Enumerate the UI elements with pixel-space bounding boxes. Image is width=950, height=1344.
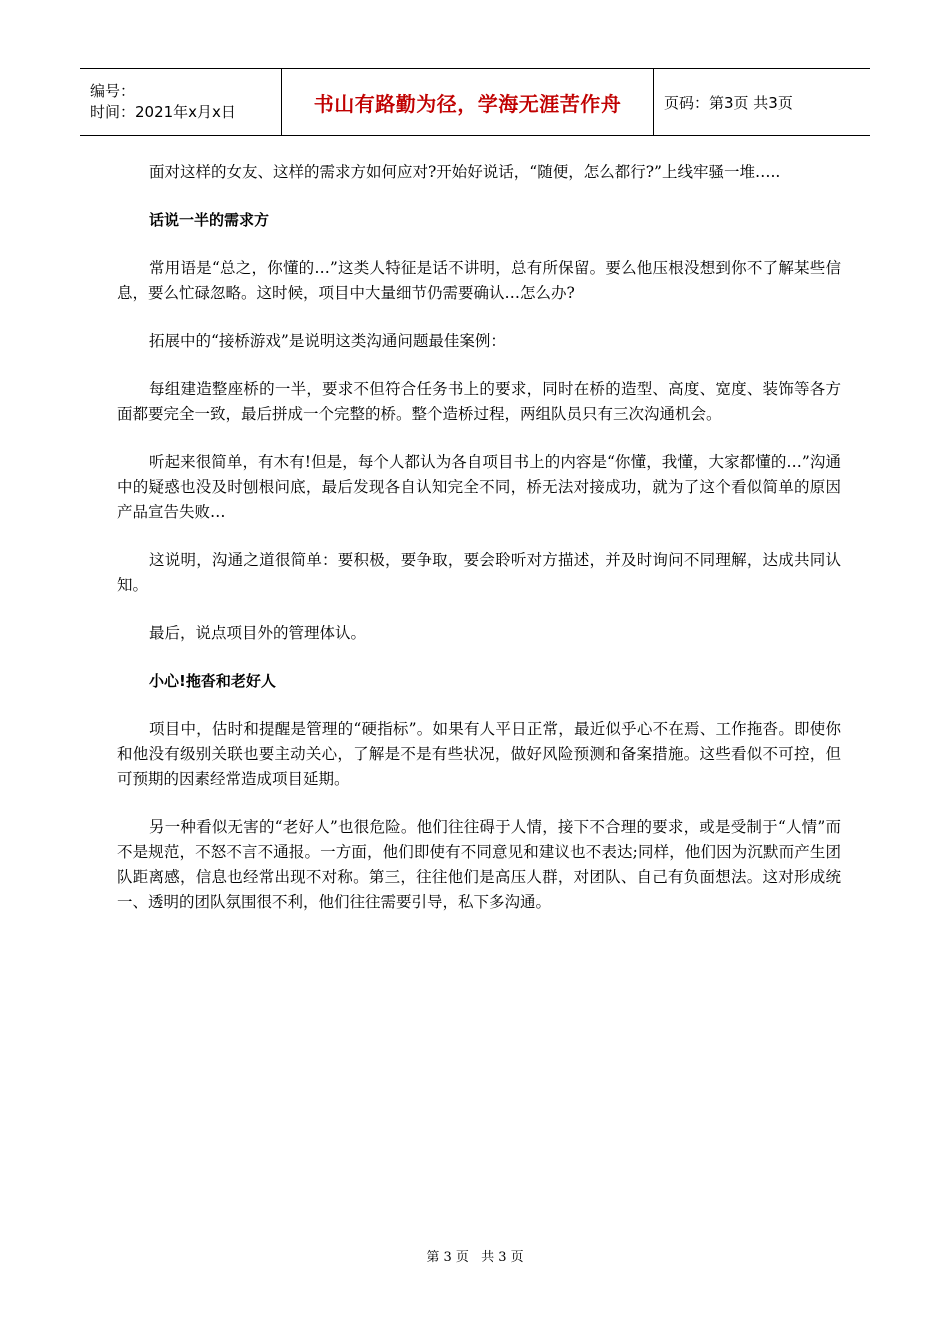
paragraph: 另一种看似无害的“老好人”也很危险。他们往往碍于人情，接下不合理的要求，或是受制于“人情”而不是规范，不怒不言不通报。一方面，他们即使有不同意见和建议也不表达;同样，他们因为沉默而产生团队距离感，信息也经常出现不对称。第三，往往他们是高压人群，对团队、自己有负面想法。这对形成统一、透明的团队氛围很不利，他们往往需要引导，私下多沟通。 [117, 818, 841, 911]
section-heading: 小心!拖沓和老好人 [149, 672, 276, 690]
section-heading: 话说一半的需求方 [149, 211, 270, 229]
page-footer [0, 1246, 950, 1265]
paragraph: 每组建造整座桥的一半，要求不但符合任务书上的要求，同时在桥的造型、高度、宽度、装饰等各方面都要完全一致，最后拼成一个完整的桥。整个造桥过程，两组队员只有三次沟通机会。 [117, 380, 841, 423]
page-header [80, 68, 870, 136]
header-motto: 书山有路勤为径，学海无涯苦作舟 [281, 69, 654, 135]
paragraph: 拓展中的“接桥游戏”是说明这类沟通问题最佳案例： [149, 332, 506, 350]
number-label: 编号： [90, 82, 136, 100]
header-page-label: 页码：第3页 共3页 [664, 93, 793, 112]
footer-page-number: 第 3 页 [426, 1250, 469, 1265]
paragraph: 项目中，估时和提醒是管理的“硬指标”。如果有人平日正常，最近似乎心不在焉、工作拖沓。即使你和他没有级别关联也要主动关心，了解是不是有些状况，做好风险预测和备案措施。这些看似不可控，但可预期的因素经常造成项目延期。 [117, 720, 841, 788]
paragraph: 最后，说点项目外的管理体认。 [149, 624, 367, 642]
paragraph: 这说明，沟通之道很简单：要积极，要争取，要会聆听对方描述，并及时询问不同理解，达成共同认知。 [117, 551, 841, 594]
footer-page-total: 共 3 页 [481, 1250, 524, 1265]
paragraph: 面对这样的女友、这样的需求方如何应对?开始好说话，“随便，怎么都行?”上线牢骚一堆….. [149, 163, 781, 181]
header-meta [80, 69, 281, 135]
document-body [117, 160, 841, 938]
time-label: 时间：2021年x月x日 [90, 103, 236, 121]
paragraph: 听起来很简单，有木有!但是，每个人都认为各自项目书上的内容是“你懂，我懂，大家都懂的…”沟通中的疑惑也没及时刨根问底，最后发现各自认知完全不同，桥无法对接成功，就为了这个看似简单的原因产品宣告失败… [117, 453, 841, 521]
paragraph: 常用语是“总之，你懂的…”这类人特征是话不讲明，总有所保留。要么他压根没想到你不了解某些信息，要么忙碌忽略。这时候，项目中大量细节仍需要确认…怎么办? [117, 259, 841, 302]
